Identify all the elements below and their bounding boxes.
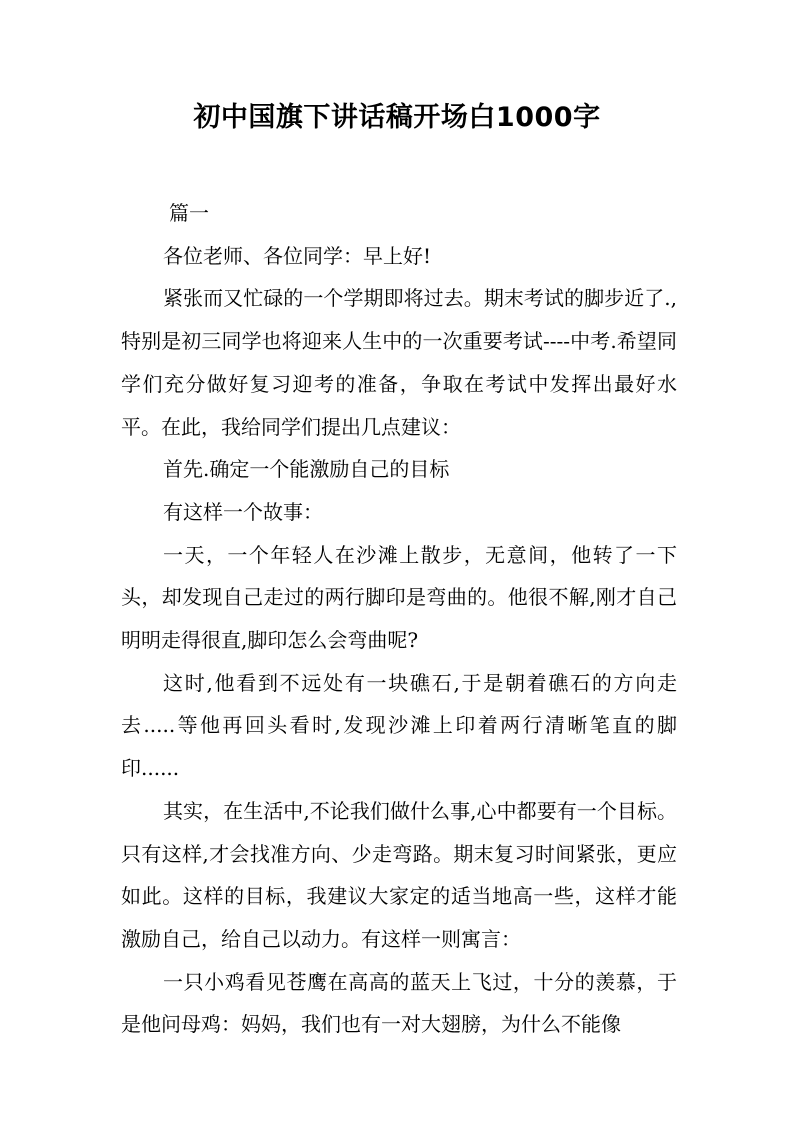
paragraph: 这时,他看到不远处有一块礁石,于是朝着礁石的方向走去.....等他再回头看时,发现沙滩上印着两行清晰笔直的脚印...... [121, 670, 677, 781]
document-body [121, 192, 677, 1046]
paragraph: 一天，一个年轻人在沙滩上散步，无意间，他转了一下头，却发现自己走过的两行脚印是弯曲的。他很不解,刚才自己明明走得很直,脚印怎么会弯曲呢? [121, 542, 677, 653]
section-heading: 篇一 [169, 201, 209, 225]
paragraph: 首先.确定一个能激励自己的目标 [163, 457, 450, 482]
paragraph: 其实，在生活中,不论我们做什么事,心中都要有一个目标。只有这样,才会找准方向、少走弯路。期末复习时间紧张，更应如此。这样的目标，我建议大家定的适当地高一些，这样才能激励自己，给自己以动力。有这样一则寓言： [121, 798, 677, 951]
paragraph: 一只小鸡看见苍鹰在高高的蓝天上飞过，十分的羡慕，于是他问母鸡：妈妈，我们也有一对大翅膀，为什么不能像 [121, 969, 677, 1037]
greeting-paragraph: 各位老师、各位同学：早上好! [163, 243, 432, 268]
paragraph: 有这样一个故事： [163, 499, 323, 524]
paragraph: 紧张而又忙碌的一个学期即将过去。期末考试的脚步近了.,特别是初三同学也将迎来人生中的一次重要考试----中考.希望同学们充分做好复习迎考的准备，争取在考试中发挥出最好水平。在此，我给同学们提出几点建议： [121, 286, 677, 439]
page-title: 初中国旗下讲话稿开场白1000字 [193, 102, 601, 133]
